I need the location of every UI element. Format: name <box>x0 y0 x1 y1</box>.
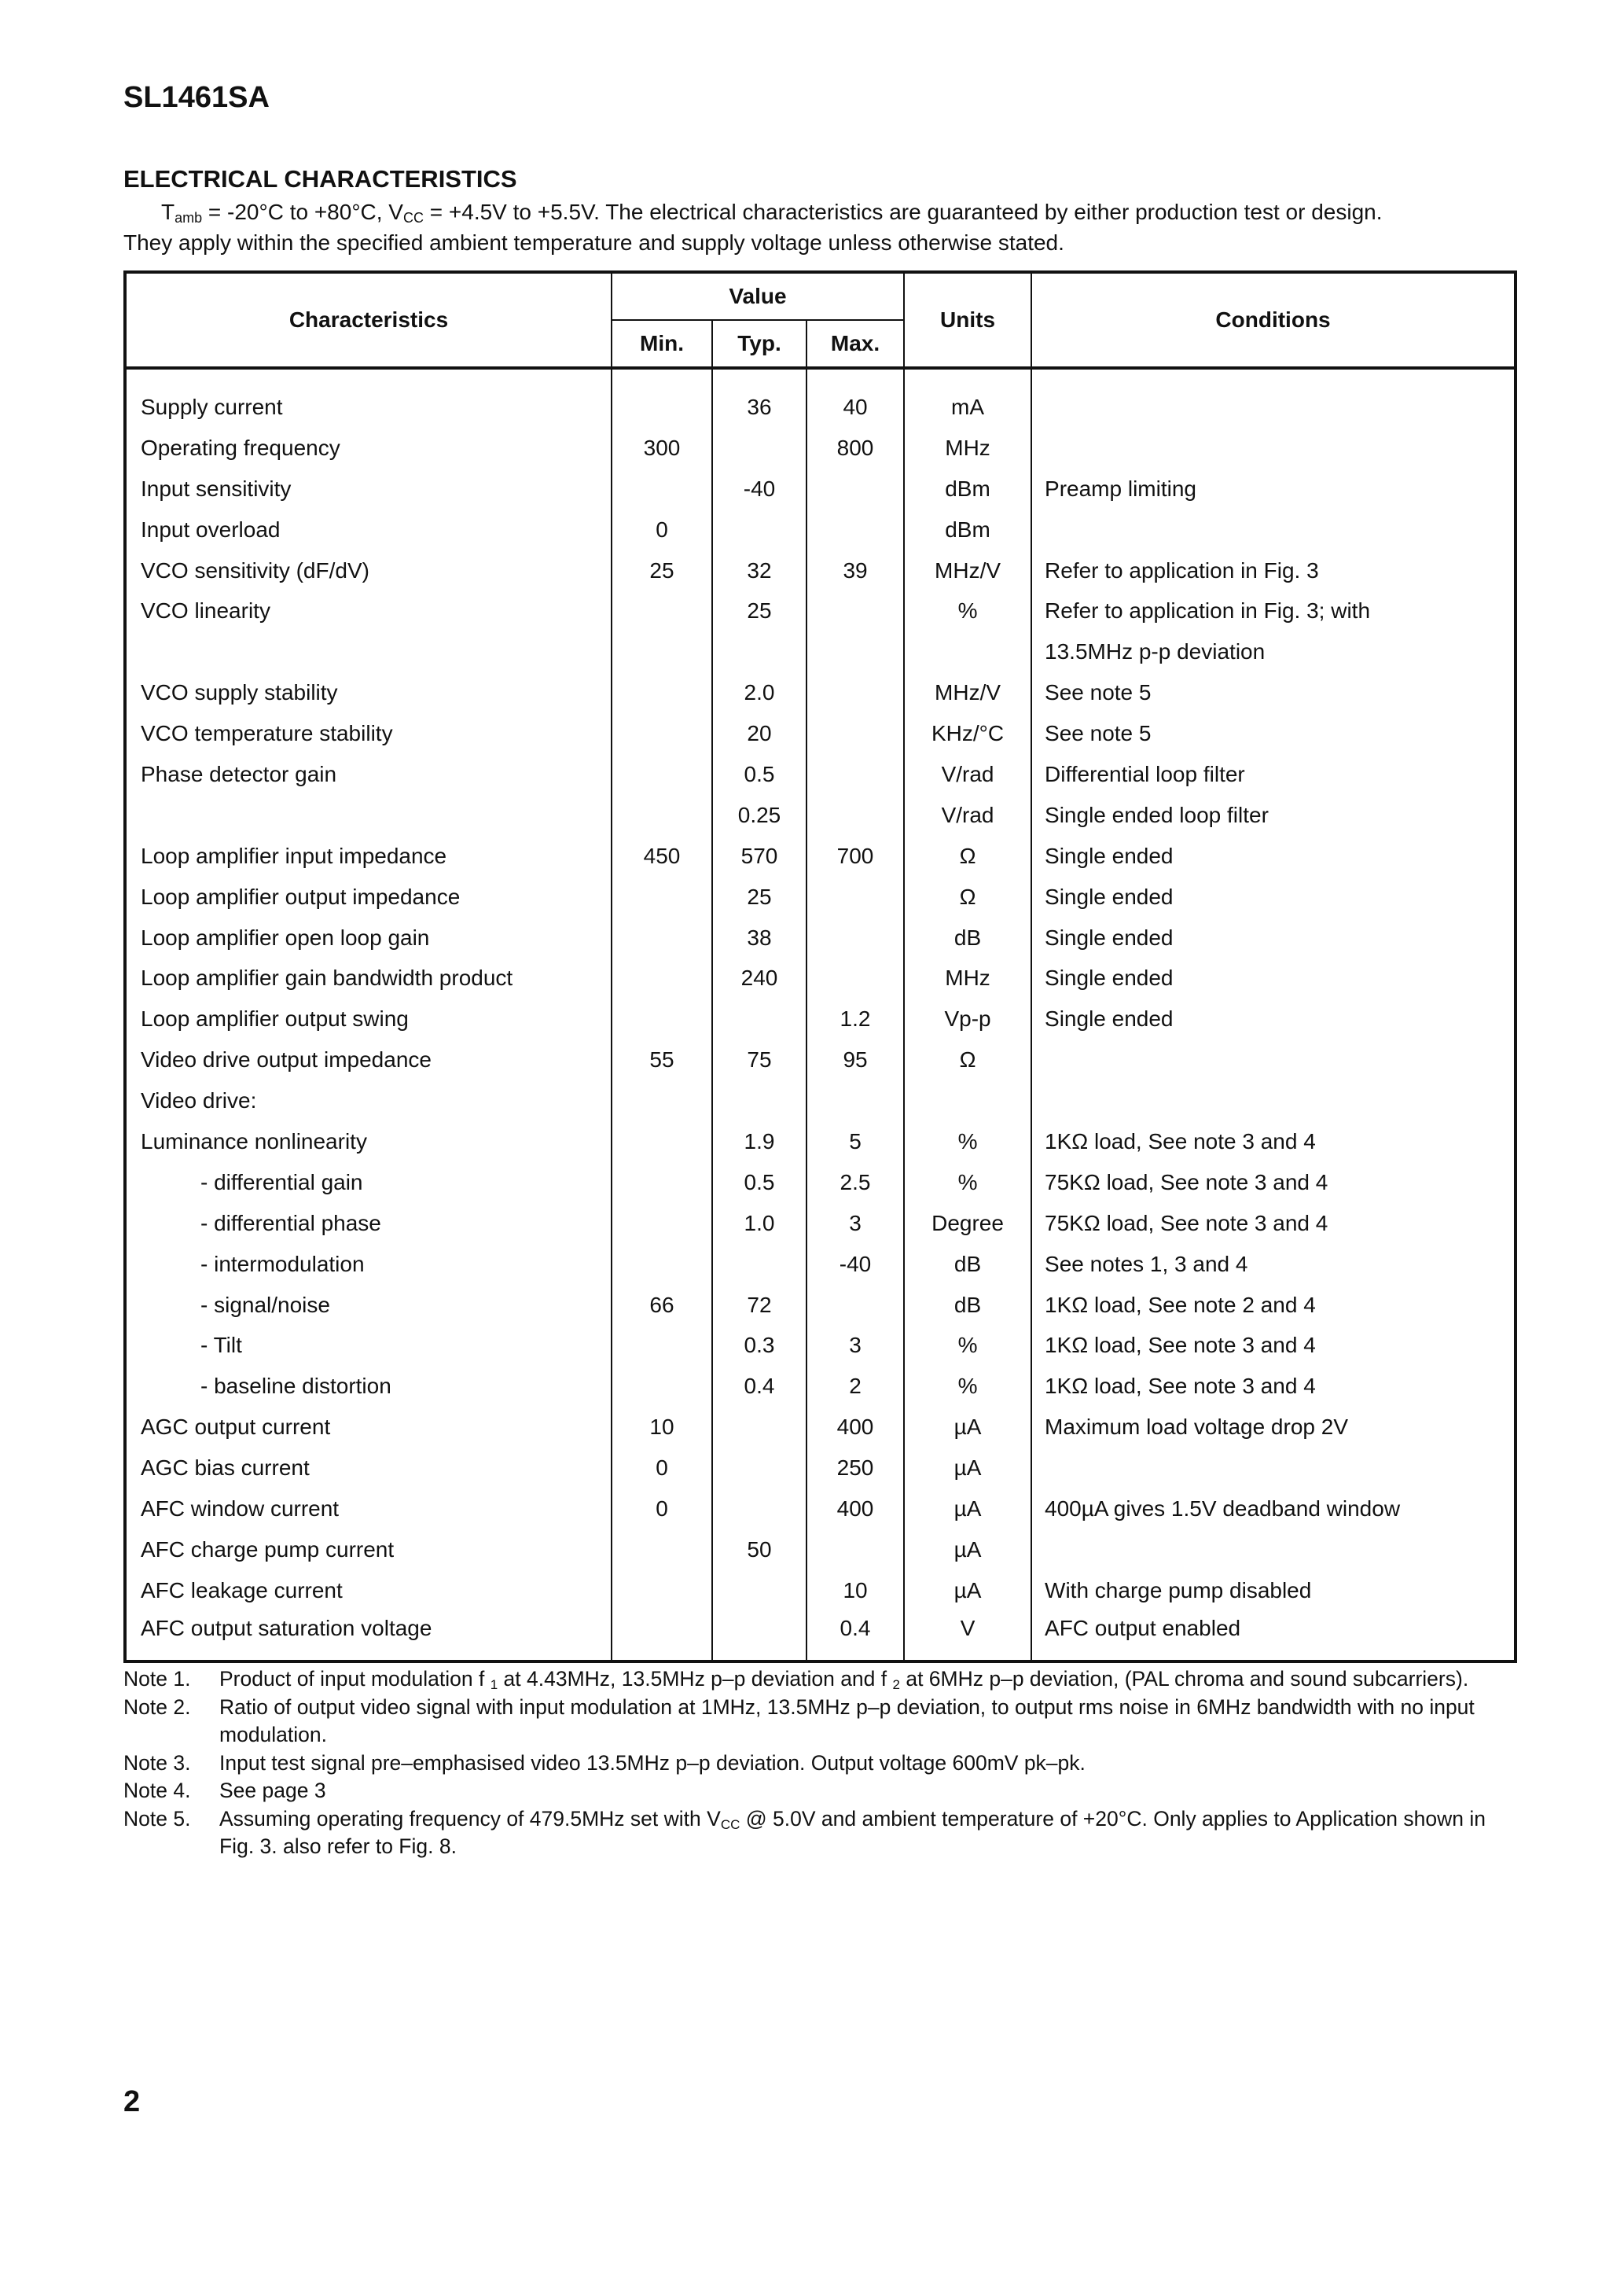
typ-cell: 0.5 <box>712 754 806 795</box>
units-cell: % <box>904 1366 1031 1407</box>
characteristic-cell: VCO sensitivity (dF/dV) <box>125 550 612 591</box>
table-row <box>125 795 1516 836</box>
characteristic-cell: Loop amplifier input impedance <box>125 836 612 877</box>
conditions-cell: 1KΩ load, See note 3 and 4 <box>1031 1366 1516 1407</box>
table-row <box>125 510 1516 550</box>
conditions-cell: Refer to application in Fig. 3 <box>1031 550 1516 591</box>
units-cell: Vp-p <box>904 999 1031 1039</box>
note-4: Note 4. See page 3 <box>123 1779 326 1802</box>
max-cell <box>806 672 904 713</box>
min-cell: 0 <box>612 1448 712 1488</box>
max-cell: 2 <box>806 1366 904 1407</box>
characteristic-cell: Luminance nonlinearity <box>125 1121 612 1162</box>
conditions-cell: Differential loop filter <box>1031 754 1516 795</box>
conditions-cell: Preamp limiting <box>1031 469 1516 510</box>
min-cell <box>612 795 712 836</box>
min-cell <box>612 1080 712 1121</box>
min-cell <box>612 469 712 510</box>
characteristic-cell: AGC bias current <box>125 1448 612 1488</box>
typ-cell <box>712 428 806 469</box>
conditions-cell <box>1031 1529 1516 1570</box>
units-cell <box>904 1080 1031 1121</box>
table-row <box>125 1529 1516 1570</box>
units-cell: MHz/V <box>904 550 1031 591</box>
units-cell: µA <box>904 1407 1031 1448</box>
table-row <box>125 387 1516 428</box>
min-cell <box>612 999 712 1039</box>
min-cell <box>612 877 712 918</box>
table-row <box>125 550 1516 591</box>
intro-text <box>123 197 1515 258</box>
typ-cell <box>712 1244 806 1285</box>
min-cell <box>612 1611 712 1661</box>
characteristic-cell: Supply current <box>125 387 612 428</box>
min-cell <box>612 958 712 999</box>
min-cell <box>612 387 712 428</box>
conditions-cell <box>1031 1448 1516 1488</box>
units-cell: MHz <box>904 428 1031 469</box>
table-row <box>125 1611 1516 1661</box>
units-cell: µA <box>904 1570 1031 1611</box>
header-value: Value <box>612 272 904 320</box>
units-cell: µA <box>904 1529 1031 1570</box>
typ-cell: 1.0 <box>712 1203 806 1244</box>
table-row <box>125 958 1516 999</box>
note-2: Note 2. Ratio of output video signal with input modulation at 1MHz, 13.5MHz p–p deviation, to output rms noise in 6MHz bandwidth with no input modulation. <box>123 1694 1475 1746</box>
typ-cell <box>712 1448 806 1488</box>
min-cell: 0 <box>612 1488 712 1529</box>
table-row <box>125 1203 1516 1244</box>
max-cell: 10 <box>806 1570 904 1611</box>
min-cell <box>612 1162 712 1203</box>
conditions-cell: AFC output enabled <box>1031 1611 1516 1661</box>
max-cell: 3 <box>806 1325 904 1366</box>
conditions-cell: Refer to application in Fig. 3; with <box>1031 591 1516 631</box>
characteristic-cell: Loop amplifier output swing <box>125 999 612 1039</box>
max-cell: 95 <box>806 1039 904 1080</box>
characteristic-cell: Input overload <box>125 510 612 550</box>
typ-cell: 0.3 <box>712 1325 806 1366</box>
typ-cell: 0.25 <box>712 795 806 836</box>
characteristic-cell: Loop amplifier open loop gain <box>125 918 612 959</box>
units-cell: dB <box>904 1285 1031 1326</box>
max-cell <box>806 510 904 550</box>
notes <box>123 1665 1515 1861</box>
max-cell <box>806 1285 904 1326</box>
max-cell: 800 <box>806 428 904 469</box>
conditions-cell: Single ended <box>1031 877 1516 918</box>
note-3: Note 3. Input test signal pre–emphasised video 13.5MHz p–p deviation. Output voltage 600mV pk–pk. <box>123 1750 1086 1775</box>
units-cell <box>904 631 1031 672</box>
characteristic-cell: VCO supply stability <box>125 672 612 713</box>
typ-cell: 50 <box>712 1529 806 1570</box>
characteristic-cell: Operating frequency <box>125 428 612 469</box>
typ-cell: 20 <box>712 713 806 754</box>
characteristic-cell: Input sensitivity <box>125 469 612 510</box>
characteristic-cell: AGC output current <box>125 1407 612 1448</box>
table-row <box>125 1162 1516 1203</box>
conditions-cell: Single ended <box>1031 836 1516 877</box>
units-cell: MHz <box>904 958 1031 999</box>
part-number: SL1461SA <box>123 81 270 114</box>
table-row <box>125 1121 1516 1162</box>
min-cell <box>612 713 712 754</box>
units-cell: dB <box>904 1244 1031 1285</box>
conditions-cell <box>1031 428 1516 469</box>
conditions-cell: See note 5 <box>1031 713 1516 754</box>
min-cell: 0 <box>612 510 712 550</box>
characteristic-cell: Loop amplifier output impedance <box>125 877 612 918</box>
max-cell: 39 <box>806 550 904 591</box>
units-cell: % <box>904 591 1031 631</box>
min-cell: 450 <box>612 836 712 877</box>
units-cell: mA <box>904 387 1031 428</box>
max-cell <box>806 713 904 754</box>
table-row <box>125 1039 1516 1080</box>
conditions-cell: With charge pump disabled <box>1031 1570 1516 1611</box>
max-cell: 400 <box>806 1407 904 1448</box>
conditions-cell <box>1031 1080 1516 1121</box>
units-cell: dBm <box>904 469 1031 510</box>
conditions-cell: Single ended <box>1031 999 1516 1039</box>
header-typ: Typ. <box>712 320 806 368</box>
note-5: Note 5. Assuming operating frequency of 479.5MHz set with $V_{CC}$ @ 5.0V and ambient temperature of +20°C. Only applies to Application shown in Fig. 3. also refer to Fig. 8. <box>123 1806 1486 1858</box>
typ-cell: 0.5 <box>712 1162 806 1203</box>
table-row <box>125 428 1516 469</box>
characteristic-cell: VCO temperature stability <box>125 713 612 754</box>
header-characteristics: Characteristics <box>125 272 612 368</box>
characteristic-cell: - differential gain <box>125 1162 612 1203</box>
units-cell: Degree <box>904 1203 1031 1244</box>
typ-cell: 32 <box>712 550 806 591</box>
max-cell: 700 <box>806 836 904 877</box>
note-1: Note 1. Product of input modulation f $_1$ at 4.43MHz, 13.5MHz p–p deviation and f $_2$ at 6MHz p–p deviation, (PAL chroma and sound subcarriers). <box>123 1667 1469 1692</box>
conditions-cell: See notes 1, 3 and 4 <box>1031 1244 1516 1285</box>
table-row <box>125 1488 1516 1529</box>
page-number: 2 <box>123 2085 141 2118</box>
max-cell: 1.2 <box>806 999 904 1039</box>
max-cell <box>806 918 904 959</box>
max-cell <box>806 469 904 510</box>
max-cell: 5 <box>806 1121 904 1162</box>
units-cell: Ω <box>904 1039 1031 1080</box>
header-units: Units <box>904 272 1031 368</box>
electrical-characteristics-table <box>123 270 1517 1663</box>
table-row <box>125 1570 1516 1611</box>
min-cell <box>612 918 712 959</box>
units-cell: Ω <box>904 836 1031 877</box>
min-cell: 55 <box>612 1039 712 1080</box>
min-cell: 300 <box>612 428 712 469</box>
table-row <box>125 713 1516 754</box>
typ-cell: 36 <box>712 387 806 428</box>
typ-cell: 570 <box>712 836 806 877</box>
units-cell: Ω <box>904 877 1031 918</box>
characteristic-cell: Video drive output impedance <box>125 1039 612 1080</box>
max-cell <box>806 1529 904 1570</box>
characteristic-cell: Video drive: <box>125 1080 612 1121</box>
section-title: ELECTRICAL CHARACTERISTICS <box>123 165 517 193</box>
table-row <box>125 1325 1516 1366</box>
max-cell <box>806 631 904 672</box>
characteristic-cell: - baseline distortion <box>125 1366 612 1407</box>
conditions-cell: 400µA gives 1.5V deadband window <box>1031 1488 1516 1529</box>
table-row <box>125 1285 1516 1326</box>
min-cell <box>612 1366 712 1407</box>
max-cell: -40 <box>806 1244 904 1285</box>
units-cell: V/rad <box>904 754 1031 795</box>
table-row <box>125 877 1516 918</box>
conditions-cell: 75KΩ load, See note 3 and 4 <box>1031 1162 1516 1203</box>
typ-cell <box>712 1488 806 1529</box>
table-row <box>125 918 1516 959</box>
header-conditions: Conditions <box>1031 272 1516 368</box>
typ-cell: 75 <box>712 1039 806 1080</box>
typ-cell <box>712 1407 806 1448</box>
table-row <box>125 1448 1516 1488</box>
intro-line-2: They apply within the specified ambient temperature and supply voltage unless otherwise stated. <box>123 230 1064 255</box>
min-cell: 10 <box>612 1407 712 1448</box>
conditions-cell: 13.5MHz p-p deviation <box>1031 631 1516 672</box>
min-cell <box>612 631 712 672</box>
units-cell: dB <box>904 918 1031 959</box>
min-cell <box>612 754 712 795</box>
max-cell: 250 <box>806 1448 904 1488</box>
header-min: Min. <box>612 320 712 368</box>
conditions-cell: Single ended <box>1031 958 1516 999</box>
conditions-cell: 1KΩ load, See note 2 and 4 <box>1031 1285 1516 1326</box>
table-row <box>125 631 1516 672</box>
conditions-cell: Maximum load voltage drop 2V <box>1031 1407 1516 1448</box>
units-cell: % <box>904 1162 1031 1203</box>
characteristic-cell <box>125 795 612 836</box>
typ-cell: 25 <box>712 591 806 631</box>
typ-cell <box>712 1611 806 1661</box>
min-cell <box>612 672 712 713</box>
units-cell: % <box>904 1325 1031 1366</box>
units-cell: dBm <box>904 510 1031 550</box>
table-row <box>125 672 1516 713</box>
conditions-cell: Single ended loop filter <box>1031 795 1516 836</box>
max-cell <box>806 877 904 918</box>
conditions-cell: 75KΩ load, See note 3 and 4 <box>1031 1203 1516 1244</box>
characteristic-cell: AFC window current <box>125 1488 612 1529</box>
min-cell <box>612 1121 712 1162</box>
units-cell: % <box>904 1121 1031 1162</box>
typ-cell: 240 <box>712 958 806 999</box>
max-cell <box>806 754 904 795</box>
typ-cell: 72 <box>712 1285 806 1326</box>
table-row <box>125 1366 1516 1407</box>
min-cell <box>612 1570 712 1611</box>
max-cell: 2.5 <box>806 1162 904 1203</box>
typ-cell: 1.9 <box>712 1121 806 1162</box>
typ-cell: 0.4 <box>712 1366 806 1407</box>
table-row <box>125 1244 1516 1285</box>
max-cell: 0.4 <box>806 1611 904 1661</box>
typ-cell <box>712 1570 806 1611</box>
characteristic-cell: AFC leakage current <box>125 1570 612 1611</box>
units-cell: V/rad <box>904 795 1031 836</box>
min-cell <box>612 1203 712 1244</box>
max-cell: 3 <box>806 1203 904 1244</box>
characteristic-cell: - Tilt <box>125 1325 612 1366</box>
max-cell <box>806 591 904 631</box>
typ-cell: 2.0 <box>712 672 806 713</box>
max-cell: 40 <box>806 387 904 428</box>
conditions-cell: 1KΩ load, See note 3 and 4 <box>1031 1121 1516 1162</box>
units-cell: KHz/°C <box>904 713 1031 754</box>
characteristic-cell <box>125 631 612 672</box>
header-max: Max. <box>806 320 904 368</box>
table-row <box>125 591 1516 631</box>
max-cell <box>806 958 904 999</box>
conditions-cell: Single ended <box>1031 918 1516 959</box>
min-cell <box>612 1325 712 1366</box>
min-cell <box>612 591 712 631</box>
max-cell <box>806 795 904 836</box>
table-row <box>125 836 1516 877</box>
units-cell: µA <box>904 1448 1031 1488</box>
units-cell: V <box>904 1611 1031 1661</box>
typ-cell: 25 <box>712 877 806 918</box>
units-cell: µA <box>904 1488 1031 1529</box>
table-row <box>125 1407 1516 1448</box>
conditions-cell: 1KΩ load, See note 3 and 4 <box>1031 1325 1516 1366</box>
typ-cell <box>712 510 806 550</box>
characteristic-cell: Loop amplifier gain bandwidth product <box>125 958 612 999</box>
characteristic-cell: - intermodulation <box>125 1244 612 1285</box>
units-cell: MHz/V <box>904 672 1031 713</box>
characteristic-cell: VCO linearity <box>125 591 612 631</box>
characteristic-cell: - differential phase <box>125 1203 612 1244</box>
table-row <box>125 1080 1516 1121</box>
max-cell: 400 <box>806 1488 904 1529</box>
min-cell <box>612 1244 712 1285</box>
table-row <box>125 754 1516 795</box>
typ-cell <box>712 631 806 672</box>
conditions-cell <box>1031 387 1516 428</box>
intro-line-1: $T_{amb} = -20^\circ C$ to +80°C, $V_{CC} = +4.5V$ to +5.5V. The electrical characteristics are guaranteed by either production test or design. <box>161 200 1383 226</box>
table-row <box>125 469 1516 510</box>
typ-cell: -40 <box>712 469 806 510</box>
characteristic-cell: AFC output saturation voltage <box>125 1611 612 1661</box>
typ-cell <box>712 1080 806 1121</box>
typ-cell: 38 <box>712 918 806 959</box>
characteristic-cell: AFC charge pump current <box>125 1529 612 1570</box>
min-cell: 66 <box>612 1285 712 1326</box>
min-cell <box>612 1529 712 1570</box>
typ-cell <box>712 999 806 1039</box>
conditions-cell: See note 5 <box>1031 672 1516 713</box>
max-cell <box>806 1080 904 1121</box>
conditions-cell <box>1031 510 1516 550</box>
characteristic-cell: Phase detector gain <box>125 754 612 795</box>
min-cell: 25 <box>612 550 712 591</box>
table-row <box>125 999 1516 1039</box>
conditions-cell <box>1031 1039 1516 1080</box>
characteristic-cell: - signal/noise <box>125 1285 612 1326</box>
